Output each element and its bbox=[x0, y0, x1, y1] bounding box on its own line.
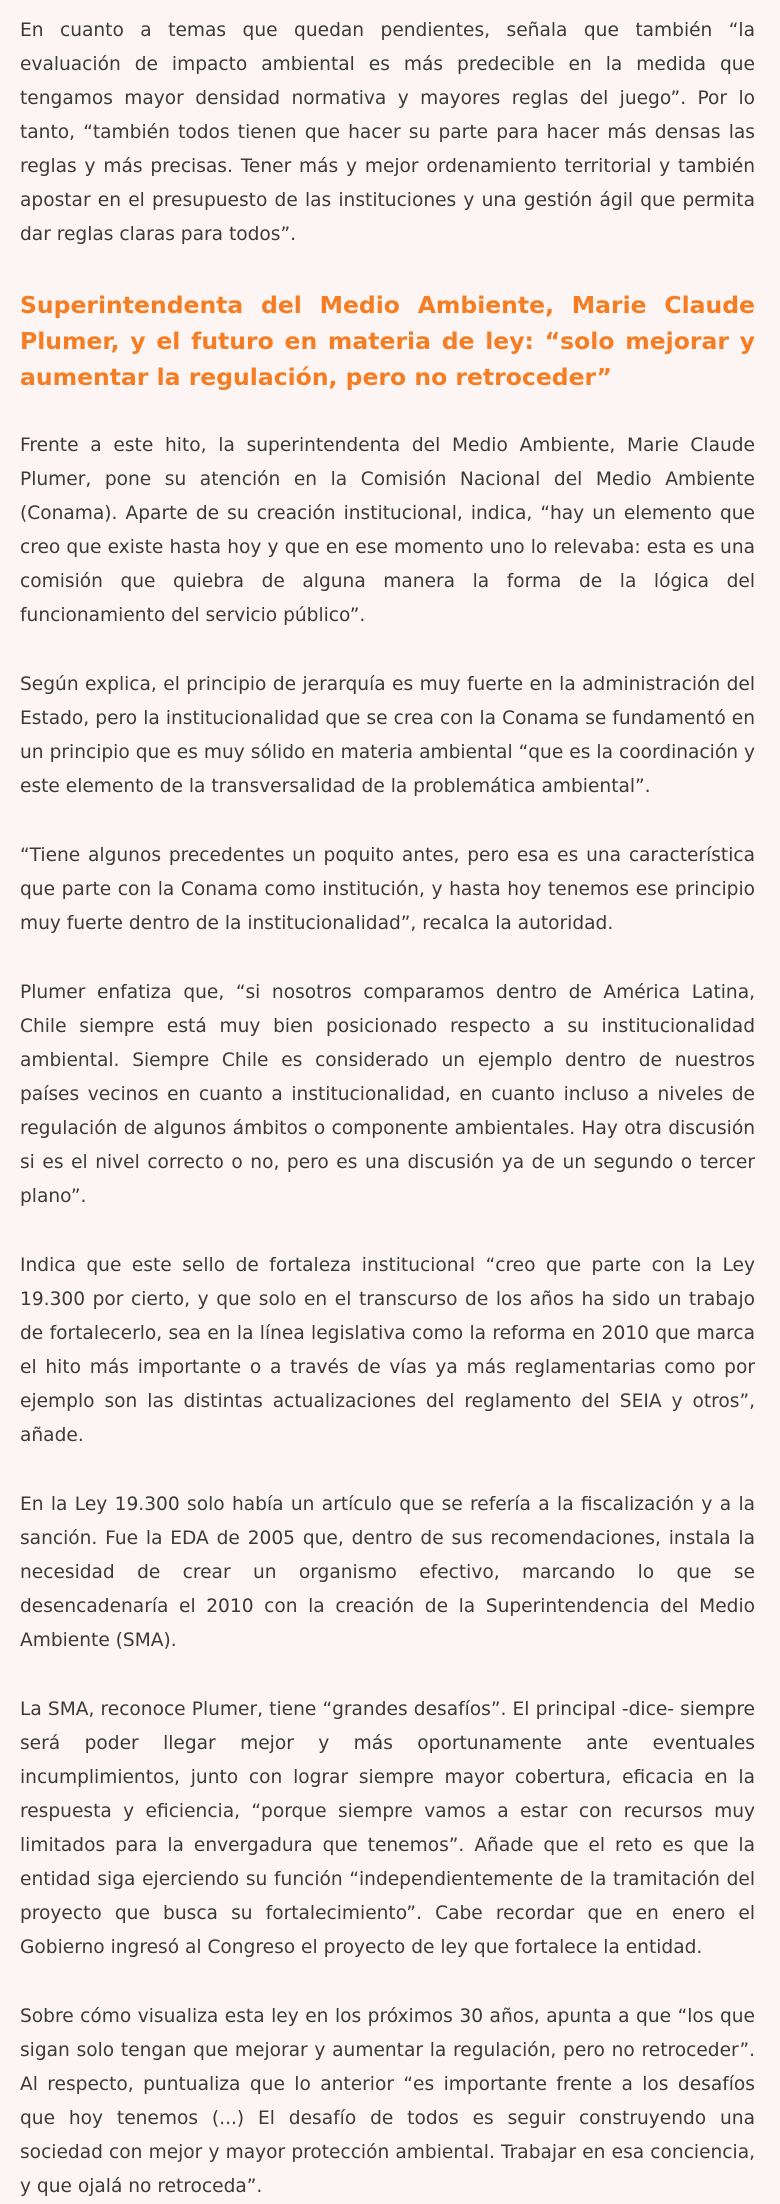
paragraph: “Tiene algunos precedentes un poquito antes, pero esa es una característica que parte con la Conama como institución, y hasta hoy tenemos ese principio muy fuerte dentro de la institucionalidad”, recalca la autoridad. bbox=[20, 845, 755, 934]
paragraph: En la Ley 19.300 solo había un artículo que se refería a la fiscalización y a la sanción. Fue la EDA de 2005 que, dentro de sus recomendaciones, instala la necesidad de crear un organismo efectivo, marcando lo que se desencadenaría el 2010 con la creación de la Superintendencia del Medio Ambiente (SMA). bbox=[20, 1494, 755, 1651]
paragraph: Plumer enfatiza que, “si nosotros comparamos dentro de América Latina, Chile siempre está muy bien posicionado respecto a su institucionalidad ambiental. Siempre Chile es considerado un ejemplo dentro de nuestros países vecinos en cuanto a institucionalidad, en cuanto incluso a niveles de regulación de algunos ámbitos o componente ambientales. Hay otra discusión si es el nivel correcto o no, pero es una discusión ya de un segundo o tercer plano”. bbox=[20, 982, 755, 1207]
paragraph-intro: En cuanto a temas que quedan pendientes, señala que también “la evaluación de impacto ambiental es más predecible en la medida que tengamos mayor densidad normativa y mayores reglas del juego”. Por lo tanto, “también todos tienen que hacer su parte para hacer más densas las reglas y más precisas. Tener más y mejor ordenamiento territorial y también apostar en el presupuesto de las instituciones y una gestión ágil que permita dar reglas claras para todos”. bbox=[20, 20, 755, 245]
paragraph: Frente a este hito, la superintendenta del Medio Ambiente, Marie Claude Plumer, pone su atención en la Comisión Nacional del Medio Ambiente (Conama). Aparte de su creación institucional, indica, “hay un elemento que creo que existe hasta hoy y que en ese momento uno lo relevaba: esta es una comisión que quiebra de alguna manera la forma de la lógica del funcionamiento del servicio público”. bbox=[20, 435, 755, 626]
paragraph: Indica que este sello de fortaleza institucional “creo que parte con la Ley 19.300 por cierto, y que solo en el transcurso de los años ha sido un trabajo de fortalecerlo, sea en la línea legislativa como la reforma en 2010 que marca el hito más importante o a través de vías ya más reglamentarias como por ejemplo son las distintas actualizaciones del reglamento del SEIA y otros”, añade. bbox=[20, 1255, 755, 1446]
paragraph: Sobre cómo visualiza esta ley en los próximos 30 años, apunta a que “los que sigan solo tengan que mejorar y aumentar la regulación, pero no retroceder”. Al respecto, puntualiza que lo anterior “es importante frente a los desafíos que hoy tenemos (...) El desafío de todos es seguir construyendo una sociedad con mejor y mayor protección ambiental. Trabajar en esa conciencia, y que ojalá no retroceda”. bbox=[20, 2006, 755, 2197]
section-heading: Superintendenta del Medio Ambiente, Marie Claude Plumer, y el futuro en materia de ley: “solo mejorar y aumentar la regulación, pero no retroceder” bbox=[20, 291, 755, 391]
paragraph: La SMA, reconoce Plumer, tiene “grandes desafíos”. El principal -dice- siempre será poder llegar mejor y más oportunamente ante eventuales incumplimientos, junto con lograr siempre mayor cobertura, eficacia en la respuesta y eficiencia, “porque siempre vamos a estar con recursos muy limitados para la envergadura que tenemos”. Añade que el reto es que la entidad siga ejerciendo su función “independientemente de la tramitación del proyecto que busca su fortalecimiento”. Cabe recordar que en enero el Gobierno ingresó al Congreso el proyecto de ley que fortalece la entidad. bbox=[20, 1699, 755, 1958]
paragraph: Según explica, el principio de jerarquía es muy fuerte en la administración del Estado, pero la institucionalidad que se crea con la Conama se fundamentó en un principio que es muy sólido en materia ambiental “que es la coordinación y este elemento de la transversalidad de la problemática ambiental”. bbox=[20, 674, 755, 797]
